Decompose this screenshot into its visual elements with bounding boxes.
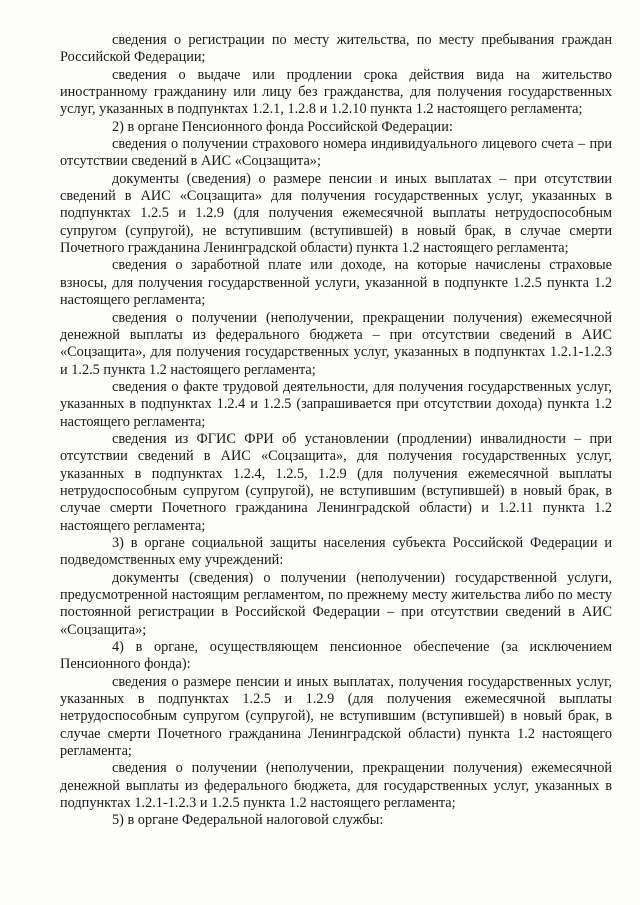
paragraph-pension-size: документы (сведения) о размере пенсии и иных выплатах – при отсутствии сведений в АИС «Соцзащита» для получения государственных услуг, указанных в подпунктах 1.2.5 и 1.2.9 (для получения ежемесячной выплаты нетрудоспособным супругом (супругой), не вступившим (вступившей) в новый брак, в случае смерти Почетного гражданина Ленинградской области) пункта 1.2 настоящего регламента; <box>60 170 612 257</box>
paragraph-monthly-payment: сведения о получении (неполучении, прекращении получения) ежемесячной денежной выплаты из федерального бюджета – при отсутствии сведений в АИС «Соцзащита», для получения государственных услуг, указанных в подпунктах 1.2.1-1.2.3 и 1.2.5 пункта 1.2 настоящего регламента; <box>60 309 612 378</box>
paragraph-residence-registration: сведения о регистрации по месту жительства, по месту пребывания граждан Российской Федерации; <box>60 32 612 66</box>
paragraph-residence-permit: сведения о выдаче или продлении срока действия вида на жительство иностранному гражданину или лицу без гражданства, для получения государственных услуг, указанных в подпунктах 1.2.1, 1.2.8 и 1.2.10 пункта 1.2 настоящего регламента; <box>60 66 612 118</box>
paragraph-employment-fact: сведения о факте трудовой деятельности, для получения государственных услуг, указанных в подпунктах 1.2.4 и 1.2.5 (запрашивается при отсутствии дохода) пункта 1.2 настоящего регламента; <box>60 378 612 430</box>
paragraph-salary-income: сведения о заработной плате или доходе, на которые начислены страховые взносы, для получения государственной услуги, указанной в подпункте 1.2.5 пункта 1.2 настоящего регламента; <box>60 257 612 309</box>
paragraph-previous-residence: документы (сведения) о получении (неполучении) государственной услуги, предусмотренной настоящим регламентом, по прежнему месту жительства либо по месту постоянной регистрации в Российской Федерации – при отсутствии сведений в АИС «Соцзащита»; <box>60 569 612 638</box>
paragraph-pension-fund-heading: 2) в органе Пенсионного фонда Российской Федерации: <box>112 118 453 135</box>
paragraph-disability: сведения из ФГИС ФРИ об установлении (продлении) инвалидности – при отсутствии сведений в АИС «Соцзащита», для получения государственных услуг, указанных в подпунктах 1.2.4, 1.2.5, 1.2.9 (для получения ежемесячной выплаты нетрудоспособным супругом (супругой), не вступившим (вступившей) в новый брак, в случае смерти Почетного гражданина Ленинградской области) и 1.2.11 пункта 1.2 настоящего регламента; <box>60 430 612 534</box>
paragraph-pension-size-other: сведения о размере пенсии и иных выплатах, получения государственных услуг, указанных в подпунктах 1.2.5 и 1.2.9 (для получения ежемесячной выплаты нетрудоспособным супругом (супругой), не вступившим (вступившей) в новый брак, в случае смерти Почетного гражданина Ленинградской области) пункта 1.2 настоящего регламента; <box>60 673 612 760</box>
paragraph-tax-service-heading: 5) в органе Федеральной налоговой службы: <box>112 812 384 829</box>
paragraph-insurance-number: сведения о получении страхового номера индивидуального лицевого счета – при отсутствии сведений в АИС «Соцзащита»; <box>60 136 612 170</box>
paragraph-monthly-payment-other: сведения о получении (неполучении, прекращении получения) ежемесячной денежной выплаты из федерального бюджета, для государственных услуг, указанных в подпунктах 1.2.1-1.2.3 и 1.2.5 пункта 1.2 настоящего регламента; <box>60 760 612 812</box>
paragraph-social-protection-heading: 3) в органе социальной защиты населения субъекта Российской Федерации и подведомственных ему учреждений: <box>60 534 612 569</box>
paragraph-pension-provider-heading: 4) в органе, осуществляющем пенсионное обеспечение (за исключением Пенсионного фонда): <box>60 639 612 673</box>
